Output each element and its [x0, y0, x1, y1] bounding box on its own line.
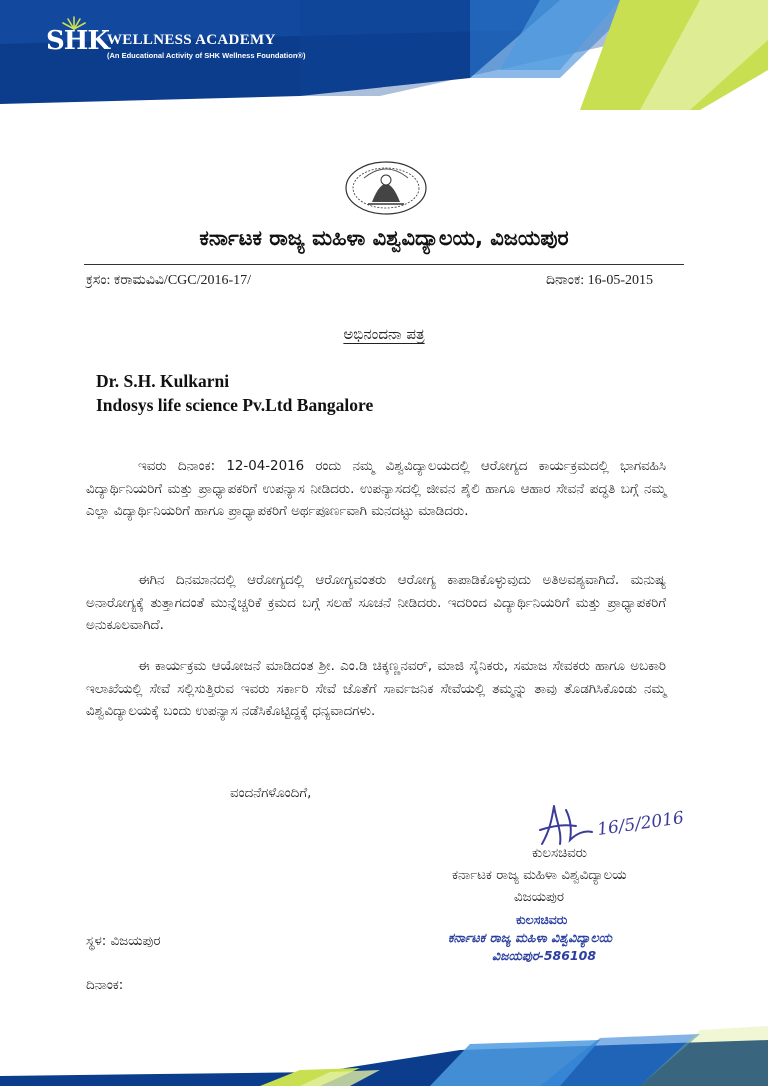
stamp-title: ಕುಲಸಚಿವರು: [516, 912, 568, 927]
reference-number: ಕ್ರಸಂ: ಕರಾಮವಿವಿ/CGC/2016-17/: [86, 273, 252, 288]
letter-paragraph: ಈಗಿನ ದಿನಮಾನದಲ್ಲಿ ಆರೋಗ್ಯದಲ್ಲಿ ಆರೋಗ್ಯವಂತರು ಆರೋಗ್ಯ ಕಾಪಾಡಿಕೊಳ್ಳುವುದು ಅತಿಅವಶ್ಯವಾಗಿದೆ. ಮನುಷ್ಯ ಅನಾರೋಗ್ಯಕ್ಕೆ ತುತ್ತಾಗದಂತೆ ಮುನ್ನೆಚ್ಚರಿಕೆ ಕ್ರಮದ ಬಗ್ಗೆ ಸಲಹೆ ಸೂಚನೆ ನೀಡಿದರು. ಇದರಿಂದ ವಿದ್ಯಾರ್ಥಿನಿಯರಿಗೆ ಮತ್ತು ಪ್ರಾಧ್ಯಾಪಕರಿಗೆ ಅನುಕೂಲವಾಗಿದೆ.: [86, 573, 666, 633]
footer-date-label: ದಿನಾಂಕ:: [86, 978, 124, 993]
letter-paragraph: ಈ ಕಾರ್ಯಕ್ರಮ ಆಯೋಜನೆ ಮಾಡಿದಂತ ಶ್ರೀ. ಎಂ.ಡಿ ಚಿಕ್ಕಣ್ಣನವರ್, ಮಾಜಿ ಸೈನಿಕರು, ಸಮಾಜ ಸೇವಕರು ಹಾಗೂ ಅಬಕಾರಿ ಇಲಾಖೆಯಲ್ಲಿ ಸೇವೆ ಸಲ್ಲಿಸುತ್ತಿರುವ ಇವರು ಸರ್ಕಾರಿ ಸೇವೆ ಜೊತೆಗೆ ಸಾರ್ವಜನಿಕ ಸೇವೆಯಲ್ಲಿ ತಮ್ಮನ್ನು ತಾವು ತೊಡಗಿಸಿಕೊಂಡು ನಮ್ಮ ವಿಶ್ವವಿದ್ಯಾಲಯಕ್ಕೆ ಬಂದು ಉಪನ್ಯಾಸ ನಡೆಸಿಕೊಟ್ಟಿದ್ದಕ್ಕೆ ಧನ್ಯವಾದಗಳು.: [86, 659, 666, 719]
university-seal-icon: [342, 158, 430, 216]
signatory-university: ಕರ್ನಾಟಕ ರಾಜ್ಯ ಮಹಿಳಾ ವಿಶ್ವವಿದ್ಯಾಲಯ: [452, 868, 627, 883]
stamp-city: ವಿಜಯಪುರ-586108: [492, 948, 597, 963]
subject-text: ಅಭಿನಂದನಾ ಪತ್ರ: [343, 325, 425, 343]
letter-date: ದಿನಾಂಕ: 16-05-2015: [546, 273, 653, 288]
academy-name: WELLNESS ACADEMY: [107, 32, 276, 48]
letter-paragraph: ಇವರು ದಿನಾಂಕ: 12-04-2016 ರಂದು ನಮ್ಮ ವಿಶ್ವವಿದ್ಯಾಲಯದಲ್ಲಿ ಆರೋಗ್ಯದ ಕಾರ್ಯಕ್ರಮದಲ್ಲಿ ಭಾಗವಹಿಸಿ ವಿದ್ಯಾರ್ಥಿನಿಯರಿಗೆ ಮತ್ತು ಪ್ರಾಧ್ಯಾಪಕರಿಗೆ ಉಪನ್ಯಾಸ ನೀಡಿದರು. ಉಪನ್ಯಾಸದಲ್ಲಿ ಜೀವನ ಶೈಲಿ ಹಾಗೂ ಆಹಾರ ಸೇವನೆ ಪದ್ಧತಿ ಬಗ್ಗೆ ನಮ್ಮ ಎಲ್ಲಾ ವಿದ್ಯಾರ್ಥಿನಿಯರಿಗೆ ಹಾಗೂ ಪ್ರಾಧ್ಯಾಪಕರಿಗೆ ಅರ್ಥಪೂರ್ಣವಾಗಿ ಮನದಟ್ಟು ಮಾಡಿದರು.: [86, 459, 666, 519]
recipient-name: Dr. S.H. Kulkarni: [96, 371, 230, 391]
letterhead-divider: [84, 264, 684, 265]
handwritten-signature: [532, 800, 602, 850]
university-name: ಕರ್ನಾಟಕ ರಾಜ್ಯ ಮಹಿಳಾ ವಿಶ್ವವಿದ್ಯಾಲಯ, ವಿಜಯಪುರ: [199, 226, 569, 250]
recipient-organization: Indosys life science Pv.Ltd Bangalore: [96, 395, 374, 415]
place-line: ಸ್ಥಳ: ವಿಜಯಪುರ: [86, 934, 161, 949]
letter-subject: [0, 325, 768, 343]
handwritten-date: 16/5/2016: [596, 808, 686, 840]
shk-logo: SHK: [46, 26, 109, 56]
stamp-university: ಕರ್ನಾಟಕ ರಾಜ್ಯ ಮಹಿಳಾ ವಿಶ್ವವಿದ್ಯಾಲಯ: [448, 930, 613, 945]
closing-salutation: ವಂದನೆಗಳೊಂದಿಗೆ,: [230, 786, 312, 801]
signatory-title: ಕುಲಸಚಿವರು: [532, 846, 588, 861]
footer-banner: [0, 1010, 768, 1086]
signatory-city: ವಿಜಯಪುರ: [514, 890, 564, 905]
academy-tagline: (An Educational Activity of SHK Wellness Foundation®): [107, 51, 306, 60]
